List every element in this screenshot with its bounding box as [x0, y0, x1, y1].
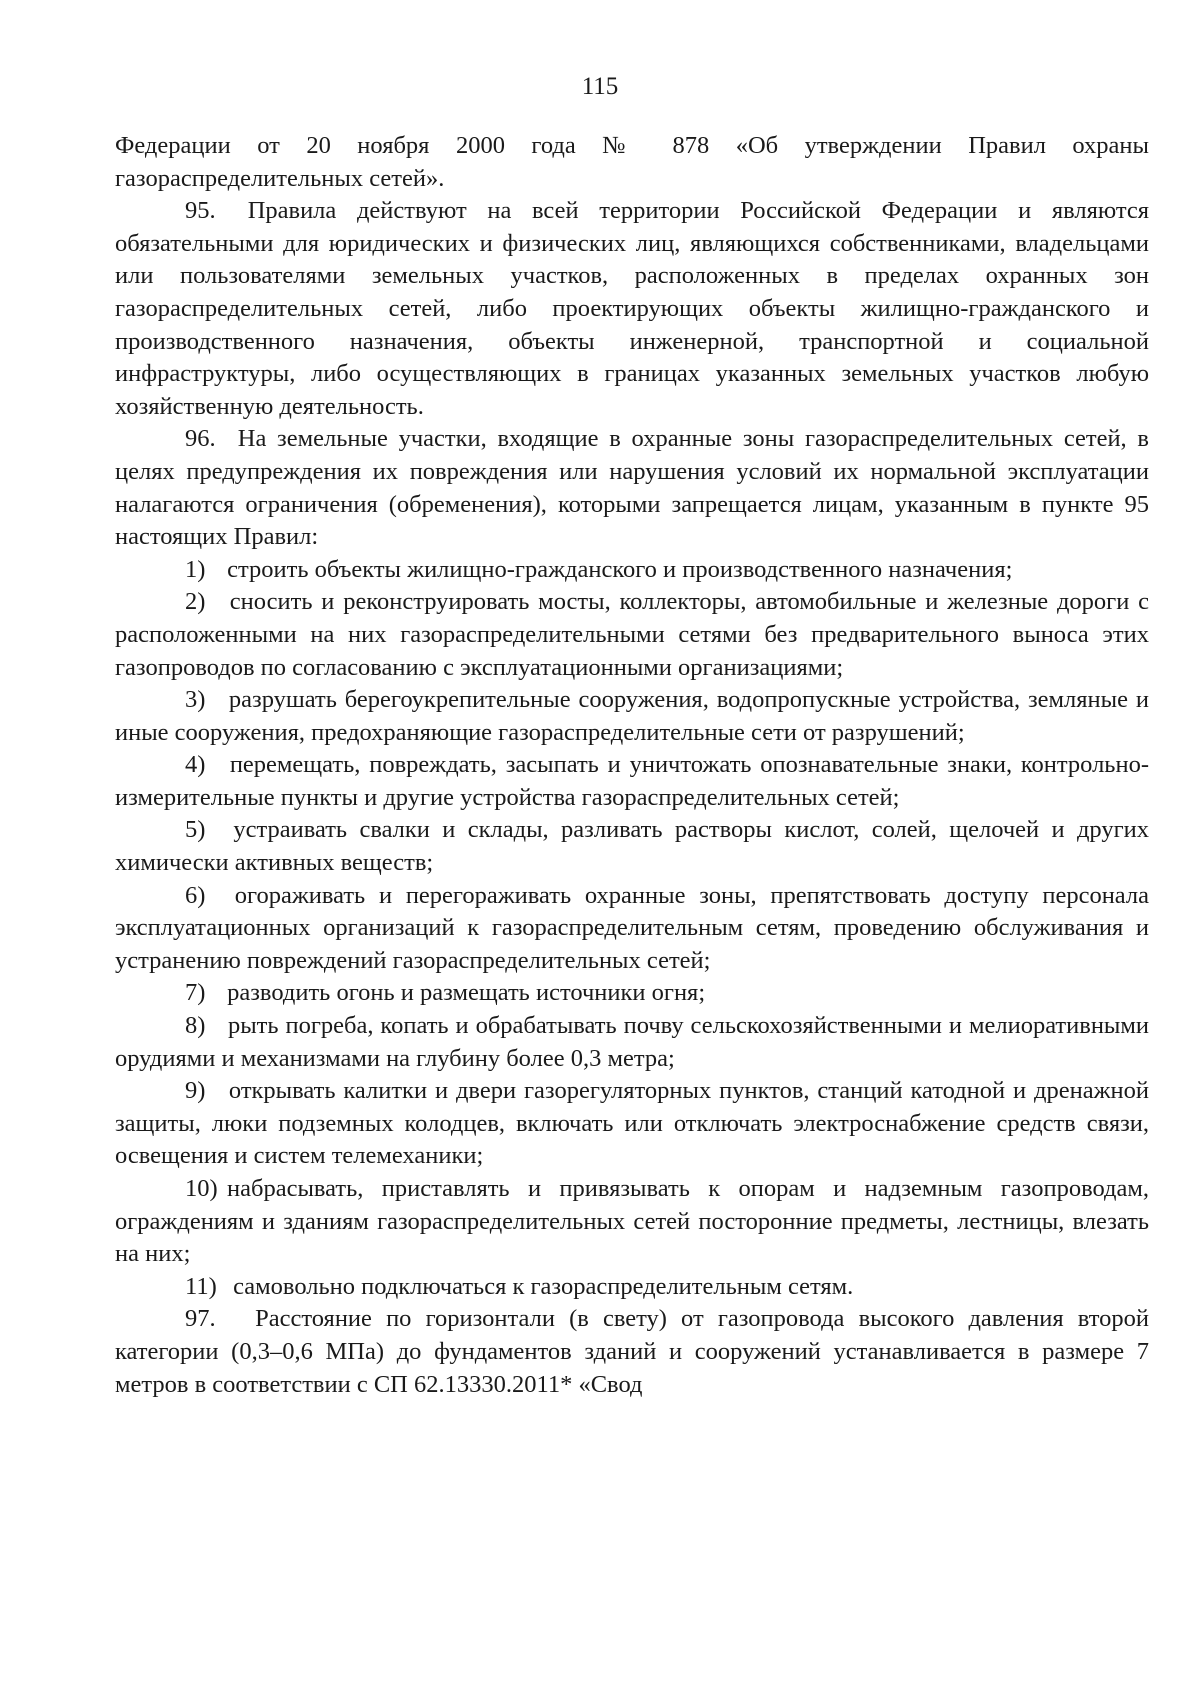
list-item-number: 7) [185, 979, 206, 1007]
list-item-number: 4) [185, 751, 206, 779]
list-item-text: устраивать свалки и склады, разливать растворы кислот, солей, щелочей и других химически активных веществ; [115, 816, 1150, 877]
list-item-text: строить объекты жилищно-гражданского и производственного назначения; [227, 555, 1013, 583]
list-item [115, 1010, 1149, 1075]
list-item [115, 977, 1149, 1010]
paragraph-97 [115, 1303, 1149, 1401]
paragraph-number: 97. [185, 1305, 216, 1333]
paragraph-95 [115, 195, 1149, 423]
list-item [115, 814, 1149, 879]
paragraph-number: 96. [185, 425, 216, 453]
list-item-number: 11) [185, 1272, 217, 1300]
paragraph-text: Расстояние по горизонтали (в свету) от газопровода высокого давления второй категории (0,3–0,6 МПа) до фундаментов зданий и сооружений устанавливается в размере 7 метров в соответствии с СП 62.13330.2011* «Свод [115, 1305, 1149, 1398]
list-item [115, 1075, 1149, 1173]
list-item [115, 586, 1149, 684]
page-number: 115 [581, 73, 619, 100]
list-item-number: 3) [185, 686, 206, 714]
list-item-text: набрасывать, приставлять и привязывать к опорам и надземным газопроводам, ограждениям и зданиям газораспределительных сетей посторонние предметы, лестницы, влезать на них; [115, 1175, 1149, 1268]
paragraph-text: На земельные участки, входящие в охранные зоны газораспределительных сетей, в целях предупреждения их повреждения или нарушения условий их нормальной эксплуатации налагаются ограничения (обременения), которыми запрещается лицам, указанным в пункте 95 настоящих Правил: [115, 425, 1149, 551]
list-item-number: 5) [185, 816, 206, 844]
list-item [115, 749, 1149, 814]
list-item-number: 1) [185, 555, 206, 583]
paragraph-96 [115, 423, 1149, 553]
list-item-number: 2) [185, 588, 206, 616]
list-item-text: перемещать, повреждать, засыпать и уничтожать опознавательные знаки, контрольно-измерительные пункты и другие устройства газораспределительных сетей; [115, 751, 1149, 811]
list-item-text: сносить и реконструировать мосты, коллекторы, автомобильные и железные дороги с расположенными на них газораспределительными сетями без предварительного выноса этих газопроводов по согласованию с эксплуатационными организациями; [115, 588, 1149, 681]
list-item [115, 880, 1149, 978]
list-item-text: самовольно подключаться к газораспределительным сетям. [233, 1272, 854, 1300]
list-item [115, 1173, 1149, 1271]
paragraph-number: 95. [185, 197, 216, 225]
list-item-text: огораживать и перегораживать охранные зоны, препятствовать доступу персонала эксплуатационных организаций к газораспределительным сетям, проведению обслуживания и устранению повреждений газораспределительных сетей; [115, 881, 1149, 974]
list-item-text: рыть погреба, копать и обрабатывать почву сельскохозяйственными и мелиоративными орудиями и механизмами на глубину более 0,3 метра; [115, 1012, 1150, 1072]
document-body [115, 130, 1149, 1401]
list-item-text: разводить огонь и размещать источники огня; [227, 979, 706, 1007]
list-item-number: 10) [185, 1175, 218, 1202]
paragraph-intro: Федерации от 20 ноября 2000 года № 878 «Об утверждении Правил охраны газораспределительных сетей». [115, 132, 1149, 192]
list-item [115, 684, 1149, 749]
list-item-text: разрушать берегоукрепительные сооружения, водопропускные устройства, земляные и иные сооружения, предохраняющие газораспределительные сети от разрушений; [115, 686, 1149, 746]
list-item-number: 8) [185, 1012, 206, 1040]
paragraph-text: Правила действуют на всей территории Российской Федерации и являются обязательными для юридических и физических лиц, являющихся собственниками, владельцами или пользователями земельных участков, расположенных в пределах охранных зон газораспределительных сетей, либо проектирующих объекты жилищно-гражданского и производственного назначения, объекты инженерной, транспортной и социальной инфраструктуры, либо осуществляющих в границах указанных земельных участков любую хозяйственную деятельность. [115, 197, 1149, 420]
list-item [115, 554, 1149, 587]
list-item-text: открывать калитки и двери газорегуляторных пунктов, станций катодной и дренажной защиты, люки подземных колодцев, включать или отключать электроснабжение средств связи, освещения и систем телемеханики; [115, 1077, 1149, 1170]
list-item [115, 1271, 1149, 1304]
list-item-number: 9) [185, 1077, 206, 1105]
list-item-number: 6) [185, 881, 206, 909]
